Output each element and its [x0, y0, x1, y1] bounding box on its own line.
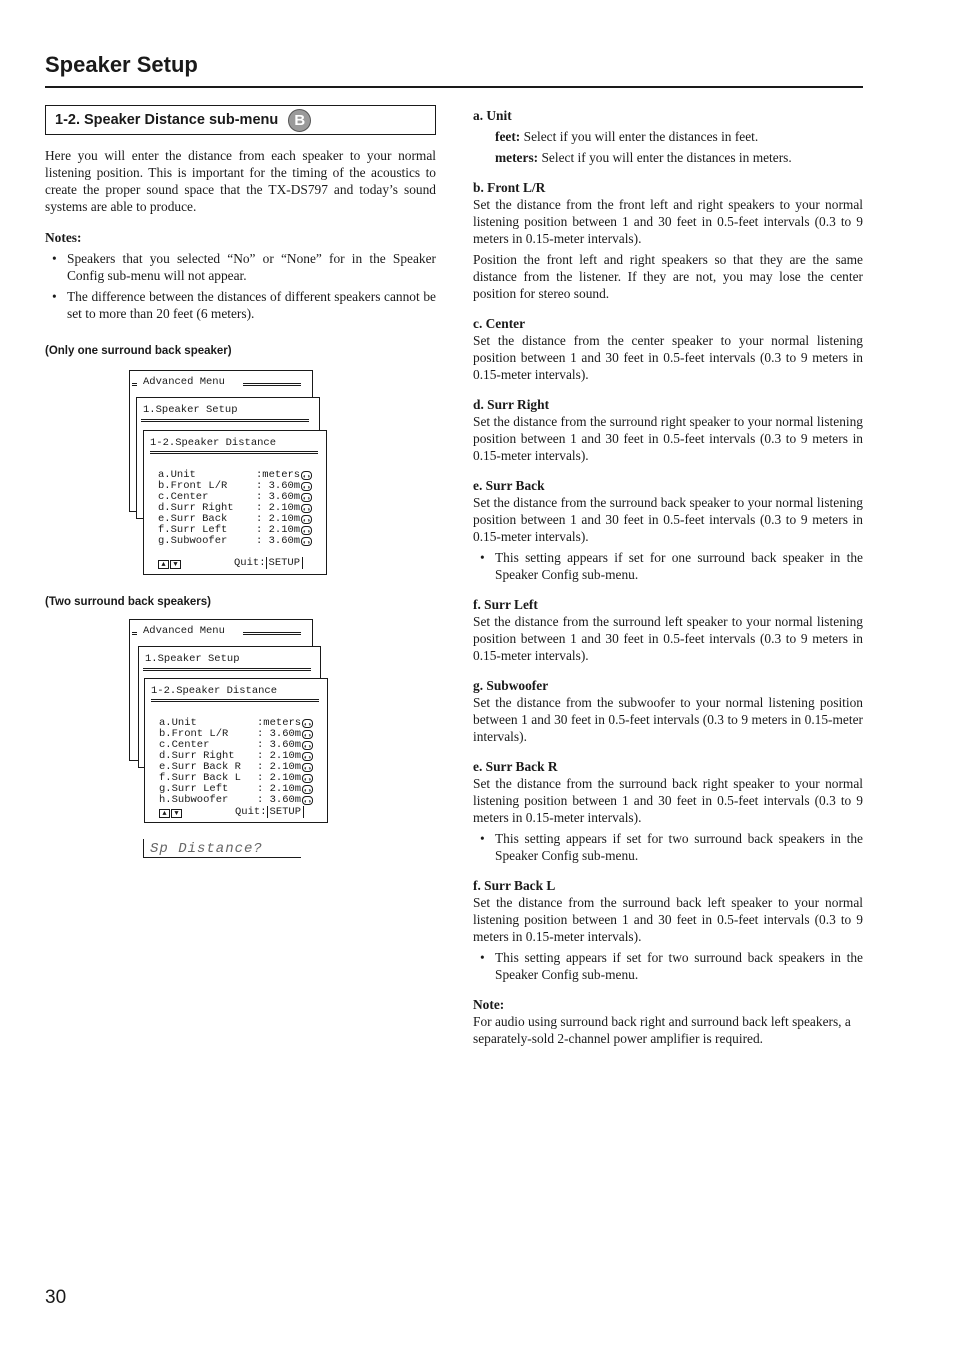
- left-column: [45, 105, 436, 326]
- notes-list: [45, 250, 436, 322]
- osd-rule: [151, 699, 319, 702]
- item-heading: c. Center: [473, 316, 526, 331]
- jog-dial-icon: ◐◑: [303, 495, 311, 502]
- osd-speaker-distance-window: [144, 678, 328, 823]
- osd-rule: [141, 419, 309, 422]
- jog-dial-icon: ◐◑: [303, 484, 311, 491]
- osd-rule: [243, 383, 301, 386]
- osd-row[interactable]: c.Center : 3.60m ◐◑: [158, 491, 311, 503]
- osd-row[interactable]: g.Subwoofer : 3.60m ◐◑: [158, 535, 311, 547]
- osd-advanced-menu-title: Advanced Menu: [143, 625, 225, 637]
- note-heading: Note:: [473, 997, 505, 1012]
- item-surr-right: [473, 396, 863, 464]
- osd-speaker-setup-title: 1.Speaker Setup: [143, 404, 238, 416]
- osd-quit-hint: Quit: SETUP: [235, 806, 304, 818]
- item-text: Set the distance from the surround back left speaker to your normal listening position between 1 and 30 feet in 0.5-feet intervals (0.3 to 9 meters in 0.15-meter intervals).: [473, 895, 863, 944]
- page-title: Speaker Setup: [45, 52, 198, 77]
- item-surr-left: [473, 596, 863, 664]
- item-heading: d. Surr Right: [473, 397, 550, 412]
- osd-rule: [243, 632, 301, 635]
- osd-advanced-menu-title: Advanced Menu: [143, 376, 225, 388]
- osd-row[interactable]: f.Surr Back L : 2.10m ◐◑: [159, 772, 312, 784]
- osd-row[interactable]: f.Surr Left : 2.10m ◐◑: [158, 524, 311, 536]
- osd-rule: [150, 451, 318, 454]
- jog-dial-icon: ◐◑: [304, 754, 312, 761]
- unit-meters-option: meters: Select if you will enter the distances in meters.: [495, 150, 792, 165]
- item-heading: f. Surr Back L: [473, 878, 556, 893]
- item-surr-back-l: [473, 877, 863, 983]
- notes-heading: Notes:: [45, 230, 82, 245]
- up-down-arrows-icon: ▲ ▼: [159, 806, 183, 818]
- item-heading: e. Surr Back: [473, 478, 545, 493]
- item-heading: e. Surr Back R: [473, 759, 558, 774]
- osd-row[interactable]: b.Front L/R : 3.60m ◐◑: [159, 728, 312, 740]
- up-down-arrows-icon: ▲ ▼: [158, 557, 182, 569]
- osd-row[interactable]: g.Surr Left : 2.10m ◐◑: [159, 783, 312, 795]
- osd-rule: [132, 383, 137, 386]
- item-text: Set the distance from the center speaker to your normal listening position between 1 and 30 feet in 0.5-feet intervals (0.3 to 9 meters in 0.15-meter intervals).: [473, 333, 863, 382]
- item-text: Set the distance from the surround back right speaker to your normal listening position between 1 and 30 feet in 0.5-feet intervals (0.3 to 9 meters in 0.15-meter intervals).: [473, 776, 863, 825]
- item-heading: g. Subwoofer: [473, 678, 549, 693]
- note-text: For audio using surround back right and surround back left speakers, a separately-sold 2-channel power amplifier is required.: [473, 1014, 851, 1046]
- jog-dial-icon: ◐◑: [304, 798, 312, 805]
- osd-setup-key: SETUP: [267, 806, 305, 818]
- item-surr-back: [473, 477, 863, 583]
- item-heading: b. Front L/R: [473, 180, 546, 195]
- osd-row[interactable]: h.Subwoofer : 3.60m ◐◑: [159, 794, 312, 806]
- item-heading: a. Unit: [473, 108, 512, 123]
- osd-screen-title: 1-2.Speaker Distance: [151, 685, 278, 697]
- page-number: 30: [45, 1287, 67, 1308]
- osd-row[interactable]: e.Surr Back : 2.10m ◐◑: [158, 513, 311, 525]
- item-bullet: • This setting appears if set for one surround back speaker in the Speaker Config sub-menu.: [473, 549, 863, 583]
- osd-quit-hint: Quit: SETUP: [234, 557, 303, 569]
- item-text: Set the distance from the surround right speaker to your normal listening position between 1 and 30 feet in 0.5-feet intervals (0.3 to 9 meters in 0.15-meter intervals).: [473, 414, 863, 463]
- unit-feet-option: feet: Select if you will enter the distances in feet.: [495, 129, 759, 144]
- item-unit: [473, 107, 863, 166]
- section-title: 1-2. Speaker Distance sub-menu: [55, 112, 279, 128]
- b-badge-icon: B: [288, 109, 311, 132]
- item-subwoofer: [473, 677, 863, 745]
- osd-row[interactable]: d.Surr Right : 2.10m ◐◑: [159, 750, 312, 762]
- intro-paragraph: Here you will enter the distance from each speaker to your normal listening position. This is important for the timing of the acoustics to create the proper sound space that the TX-DS797 and today’s sound systems are able to produce.: [45, 148, 436, 214]
- osd-setup-key: SETUP: [266, 557, 304, 569]
- item-heading: f. Surr Left: [473, 597, 538, 612]
- jog-dial-icon: ◐◑: [303, 517, 311, 524]
- osd-row[interactable]: a.Unit :meters ◐◑: [158, 469, 311, 481]
- caption-one-surround-back: (Only one surround back speaker): [45, 345, 232, 357]
- jog-dial-icon: ◐◑: [303, 539, 311, 546]
- item-text: Set the distance from the surround left speaker to your normal listening position between 1 and 30 feet in 0.5-feet intervals (0.3 to 9 meters in 0.15-meter intervals).: [473, 614, 863, 663]
- item-bullet: • This setting appears if set for two surround back speakers in the Speaker Config sub-menu.: [473, 830, 863, 864]
- jog-dial-icon: ◐◑: [304, 765, 312, 772]
- item-text: Position the front left and right speakers so that they are the same distance from the listener. If they are not, you may lose the center position for stereo sound.: [473, 252, 863, 301]
- osd-row[interactable]: d.Surr Right : 2.10m ◐◑: [158, 502, 311, 514]
- front-panel-display: Sp Distance?: [143, 839, 301, 858]
- jog-dial-icon: ◐◑: [304, 721, 312, 728]
- jog-dial-icon: ◐◑: [304, 732, 312, 739]
- osd-row[interactable]: a.Unit :meters ◐◑: [159, 717, 312, 729]
- jog-dial-icon: ◐◑: [304, 776, 312, 783]
- osd-speaker-distance-window: [143, 430, 327, 575]
- caption-two-surround-back: (Two surround back speakers): [45, 596, 211, 608]
- item-note: [473, 996, 863, 1047]
- right-column: [473, 107, 863, 1060]
- item-surr-back-r: [473, 758, 863, 864]
- item-bullet: • This setting appears if set for two surround back speakers in the Speaker Config sub-menu.: [473, 949, 863, 983]
- item-text: Set the distance from the front left and right speakers to your normal listening position between 1 and 30 feet in 0.5-feet intervals (0.3 to 9 meters in 0.15-meter intervals).: [473, 197, 863, 246]
- note-item: • Speakers that you selected “No” or “None” for in the Speaker Config sub-menu will not appear.: [45, 250, 436, 284]
- jog-dial-icon: ◐◑: [304, 787, 312, 794]
- title-rule: [45, 86, 863, 88]
- item-text: Set the distance from the surround back speaker to your normal listening position between 1 and 30 feet in 0.5-feet intervals (0.3 to 9 meters in 0.15-meter intervals).: [473, 495, 863, 544]
- jog-dial-icon: ◐◑: [303, 473, 311, 480]
- item-text: Set the distance from the subwoofer to your normal listening position between 1 and 30 feet in 0.5-feet intervals (0.3 to 9 meters in 0.15-meter intervals).: [473, 695, 863, 744]
- note-item: • The difference between the distances of different speakers cannot be set to more than 20 feet (6 meters).: [45, 288, 436, 322]
- osd-rule: [132, 632, 137, 635]
- osd-row[interactable]: b.Front L/R : 3.60m ◐◑: [158, 480, 311, 492]
- section-heading-box: [45, 105, 436, 135]
- osd-screen-title: 1-2.Speaker Distance: [150, 437, 277, 449]
- item-center: [473, 315, 863, 383]
- jog-dial-icon: ◐◑: [303, 506, 311, 513]
- jog-dial-icon: ◐◑: [303, 528, 311, 535]
- jog-dial-icon: ◐◑: [304, 743, 312, 750]
- osd-row[interactable]: c.Center : 3.60m ◐◑: [159, 739, 312, 751]
- item-front: [473, 179, 863, 302]
- osd-rule: [143, 668, 311, 671]
- osd-speaker-setup-title: 1.Speaker Setup: [145, 653, 240, 665]
- osd-row[interactable]: e.Surr Back R : 2.10m ◐◑: [159, 761, 312, 773]
